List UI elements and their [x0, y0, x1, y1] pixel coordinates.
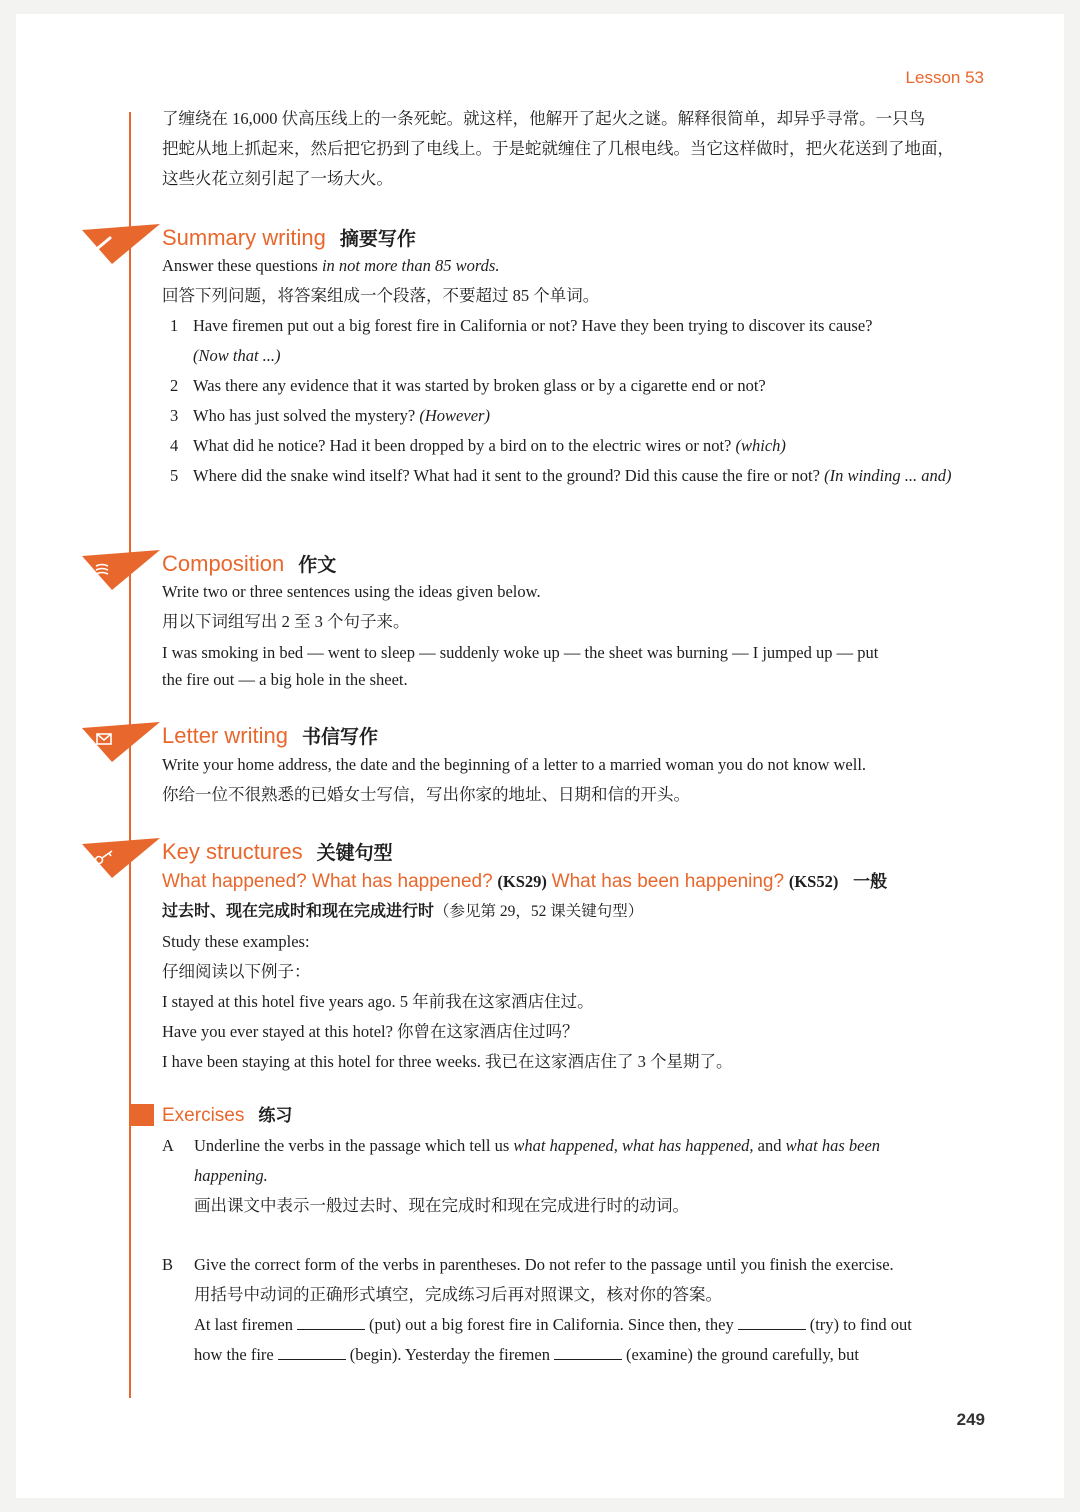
- intro-line: 这些火花立刻引起了一场大火。: [162, 169, 393, 188]
- answer-blank[interactable]: [297, 1316, 365, 1330]
- example-sentence: Have you ever stayed at this hotel? 你曾在这家酒店住过吗？: [162, 1022, 579, 1041]
- answer-blank[interactable]: [278, 1346, 346, 1360]
- lesson-label: Lesson 53: [905, 68, 984, 87]
- example-sentence: I stayed at this hotel five years ago. 5 年前我在这家酒店住过。: [162, 992, 594, 1011]
- composition-body: [162, 577, 992, 693]
- composition-flag: [82, 550, 160, 590]
- instruction-en: Write your home address, the date and the beginning of a letter to a married woman you do not know well.: [162, 755, 867, 774]
- summary-questions: [170, 311, 992, 491]
- letter-heading: [162, 722, 378, 751]
- key-structures-heading: [162, 838, 393, 867]
- instruction-en: Answer these questions in not more than 85 words.: [162, 256, 500, 275]
- section-title-en: Letter writing: [162, 723, 288, 748]
- exercises-marker: [130, 1104, 154, 1126]
- example-sentence: I have been staying at this hotel for three weeks. 我已在这家酒店住了 3 个星期了。: [162, 1052, 733, 1071]
- list-item: 4 What did he notice? Had it been dropped by a bird on to the electric wires or not? (which): [170, 436, 786, 455]
- intro-line: 把蛇从地上抓起来，然后把它扔到了电线上。于是蛇就缠住了几根电线。当它这样做时，把火花送到了地面，: [162, 139, 954, 158]
- list-item: 1 Have firemen put out a big forest fire in California or not? Have they been trying to discover its cause? (Now that ...): [170, 316, 873, 365]
- section-title-zh: 练习: [258, 1106, 293, 1126]
- section-title-en: Summary writing: [162, 225, 326, 250]
- summary-instructions: [162, 251, 992, 311]
- intro-paragraph: [162, 104, 992, 194]
- section-title-en: Exercises: [162, 1105, 245, 1126]
- instruction-en: Write two or three sentences using the ideas given below.: [162, 582, 541, 601]
- key-structures-subtitle: What happened? What has happened? (KS29) What has been happening? (KS52) 一般: [162, 871, 888, 892]
- answer-blank[interactable]: [738, 1316, 806, 1330]
- key-structures-flag: [82, 838, 160, 878]
- instruction-zh: 用以下词组写出 2 至 3 个句子来。: [162, 612, 410, 631]
- exercises-heading: [162, 1102, 292, 1130]
- section-title-en: Composition: [162, 551, 285, 576]
- section-title-en: Key structures: [162, 839, 303, 864]
- summary-flag: [82, 224, 160, 264]
- composition-ideas: I was smoking in bed — went to sleep — suddenly woke up — the sheet was burning — I jumped up — put the fire out — a big hole in the sheet.: [162, 643, 879, 689]
- intro-line: 了缠绕在 16,000 伏高压线上的一条死蛇。就这样，他解开了起火之谜。解释很简单，却异乎寻常。一只鸟: [162, 109, 926, 128]
- list-item: 5 Where did the snake wind itself? What had it sent to the ground? Did this cause the fire or not? (In winding ... and): [170, 466, 952, 485]
- letter-body: [162, 750, 992, 810]
- exercise-b: B Give the correct form of the verbs in parentheses. Do not refer to the passage until you finish the exercise. 用括号中动词的正确形式填空，完成练习后再对照课文，核对你的答案。 At last firemen (put) out a big forest fire in California. Since then, they (try) to find out how the fire (begin). Yesterday the firemen (examine) the ground carefully, but: [162, 1255, 912, 1364]
- section-title-zh: 摘要写作: [339, 228, 416, 250]
- section-title-zh: 书信写作: [301, 726, 378, 748]
- answer-blank[interactable]: [554, 1346, 622, 1360]
- summary-heading: [162, 224, 416, 253]
- section-title-zh: 作文: [298, 554, 337, 576]
- page-number: 249: [956, 1410, 985, 1429]
- composition-heading: [162, 550, 336, 579]
- key-structures-body: [162, 896, 992, 1077]
- list-item: 2 Was there any evidence that it was started by broken glass or by a cigarette end or not?: [170, 376, 766, 395]
- instruction-zh: 仔细阅读以下例子：: [162, 962, 311, 981]
- instruction-zh: 你给一位不很熟悉的已婚女士写信，写出你家的地址、日期和信的开头。: [162, 785, 690, 804]
- exercise-a: A Underline the verbs in the passage which tell us what happened, what has happened, and what has been happening. 画出课文中表示一般过去时、现在完成时和现在完成进行时的动词。: [162, 1136, 881, 1215]
- instruction-en: Study these examples:: [162, 932, 310, 951]
- instruction-zh: 回答下列问题，将答案组成一个段落，不要超过 85 个单词。: [162, 286, 600, 305]
- letter-flag: [82, 722, 160, 762]
- key-structures-zh: 过去时、现在完成时和现在完成进行时（参见第 29，52 课关键句型）: [162, 901, 644, 920]
- section-title-zh: 关键句型: [316, 842, 393, 864]
- list-item: 3 Who has just solved the mystery? (However): [170, 406, 490, 425]
